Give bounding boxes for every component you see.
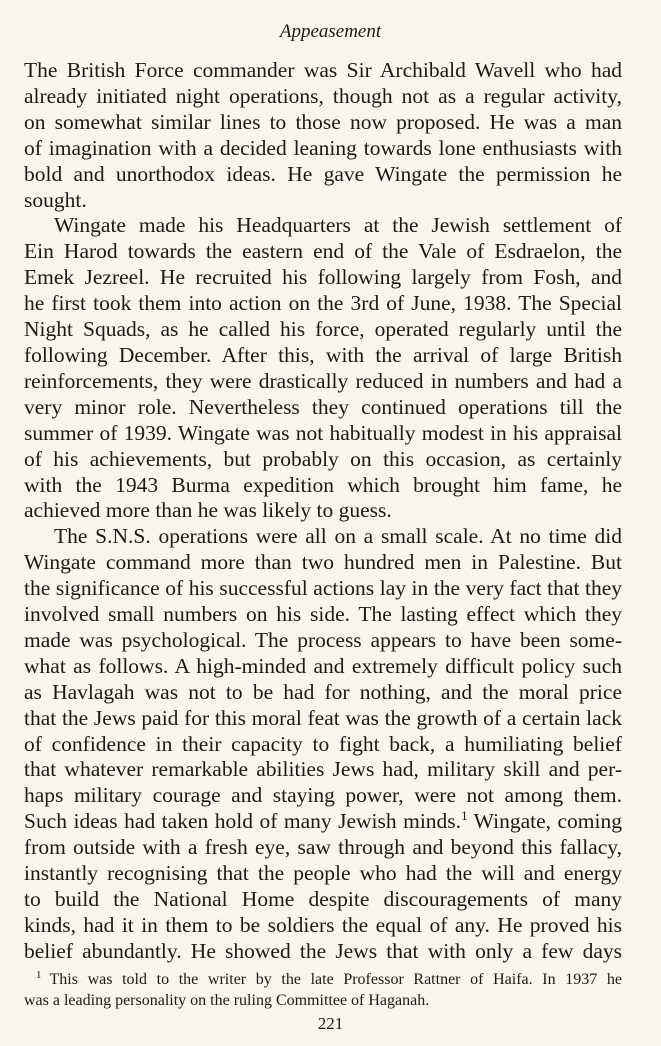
text-line: belief abundantly. He showed the Jews that with only a few days <box>24 938 622 963</box>
footnote-reference: 1 <box>461 808 468 824</box>
text-line: already initiated night operations, though not as a regular activity, <box>24 83 622 108</box>
text-line: achieved more than he was likely to guess. <box>24 498 392 523</box>
text-line: of his achievements, but probably on this occasion, as certainly <box>24 446 622 471</box>
text-line: instantly recognising that the people who had the will and energy <box>24 861 622 886</box>
text-line: to build the National Home despite discouragements of many <box>24 887 622 911</box>
text-line: the significance of his successful actions lay in the very fact that they <box>24 576 622 601</box>
text-line: The British Force commander was Sir Archibald Wavell who had <box>24 58 622 82</box>
text-line: sought. <box>24 187 87 212</box>
text-line: The S.N.S. operations were all on a small scale. At no time did <box>54 524 622 549</box>
text-line: as Havlagah was not to be had for nothing, and the moral price <box>24 679 622 704</box>
footnote <box>24 969 622 1011</box>
text-line: kinds, had it in them to be soldiers the equal of any. He proved his <box>24 912 622 937</box>
text-line: very minor role. Nevertheless they continued operations till the <box>24 394 622 419</box>
footnote-text: This was told to the writer by the late Professor Rattner of Haifa. In 1937 he <box>49 971 622 988</box>
text-line: made was psychological. The process appears to have been some- <box>24 627 622 652</box>
text-line: on somewhat similar lines to those now proposed. He was a man <box>24 109 622 134</box>
text-line: with the 1943 Burma expedition which brought him fame, he <box>24 472 622 497</box>
text-line <box>24 809 622 835</box>
footnote-marker: 1 <box>36 968 42 981</box>
running-head: Appeasement <box>279 21 382 42</box>
text-line: Emek Jezreel. He recruited his following largely from Fosh, and <box>24 265 622 290</box>
text-line: what as follows. A high-minded and extremely difficult policy such <box>24 653 622 678</box>
text-line: that whatever remarkable abilities Jews had, military skill and per- <box>24 757 622 782</box>
text-line: he first took them into action on the 3rd of June, 1938. The Special <box>24 291 622 316</box>
text-line: from outside with a fresh eye, saw through and beyond this fallacy, <box>24 835 622 860</box>
text-line: bold and unorthodox ideas. He gave Wingate the permission he <box>24 161 622 186</box>
text-line: reinforcements, they were drastically reduced in numbers and had a <box>24 368 622 393</box>
page-number: 221 <box>317 1014 344 1033</box>
text-line: Wingate command more than two hundred men in Palestine. But <box>24 550 622 575</box>
text-segment: Such ideas had taken hold of many Jewish minds. <box>24 809 462 834</box>
text-line: that the Jews paid for this moral feat was the growth of a certain lack <box>24 705 622 730</box>
text-line: involved small numbers on his side. The lasting effect which they <box>24 602 622 627</box>
text-segment: Wingate, coming <box>467 809 622 834</box>
text-line: following December. After this, with the arrival of large British <box>24 342 622 367</box>
footnote-line: was a leading personality on the ruling Committee of Haganah. <box>24 992 430 1009</box>
footnote-line <box>24 969 622 990</box>
body-text <box>24 58 622 965</box>
text-line: Ein Harod towards the eastern end of the Vale of Esdraelon, the <box>24 239 622 264</box>
text-line: Wingate made his Headquarters at the Jewish settlement of <box>54 213 622 238</box>
text-line: of confidence in their capacity to fight back, a humiliating belief <box>24 731 622 756</box>
text-line: haps military courage and staying power, were not among them. <box>24 783 622 808</box>
text-line: Night Squads, as he called his force, operated regularly until the <box>24 317 622 342</box>
text-line: summer of 1939. Wingate was not habitually modest in his appraisal <box>24 420 622 445</box>
text-line: of imagination with a decided leaning towards lone enthusiasts with <box>24 135 622 160</box>
